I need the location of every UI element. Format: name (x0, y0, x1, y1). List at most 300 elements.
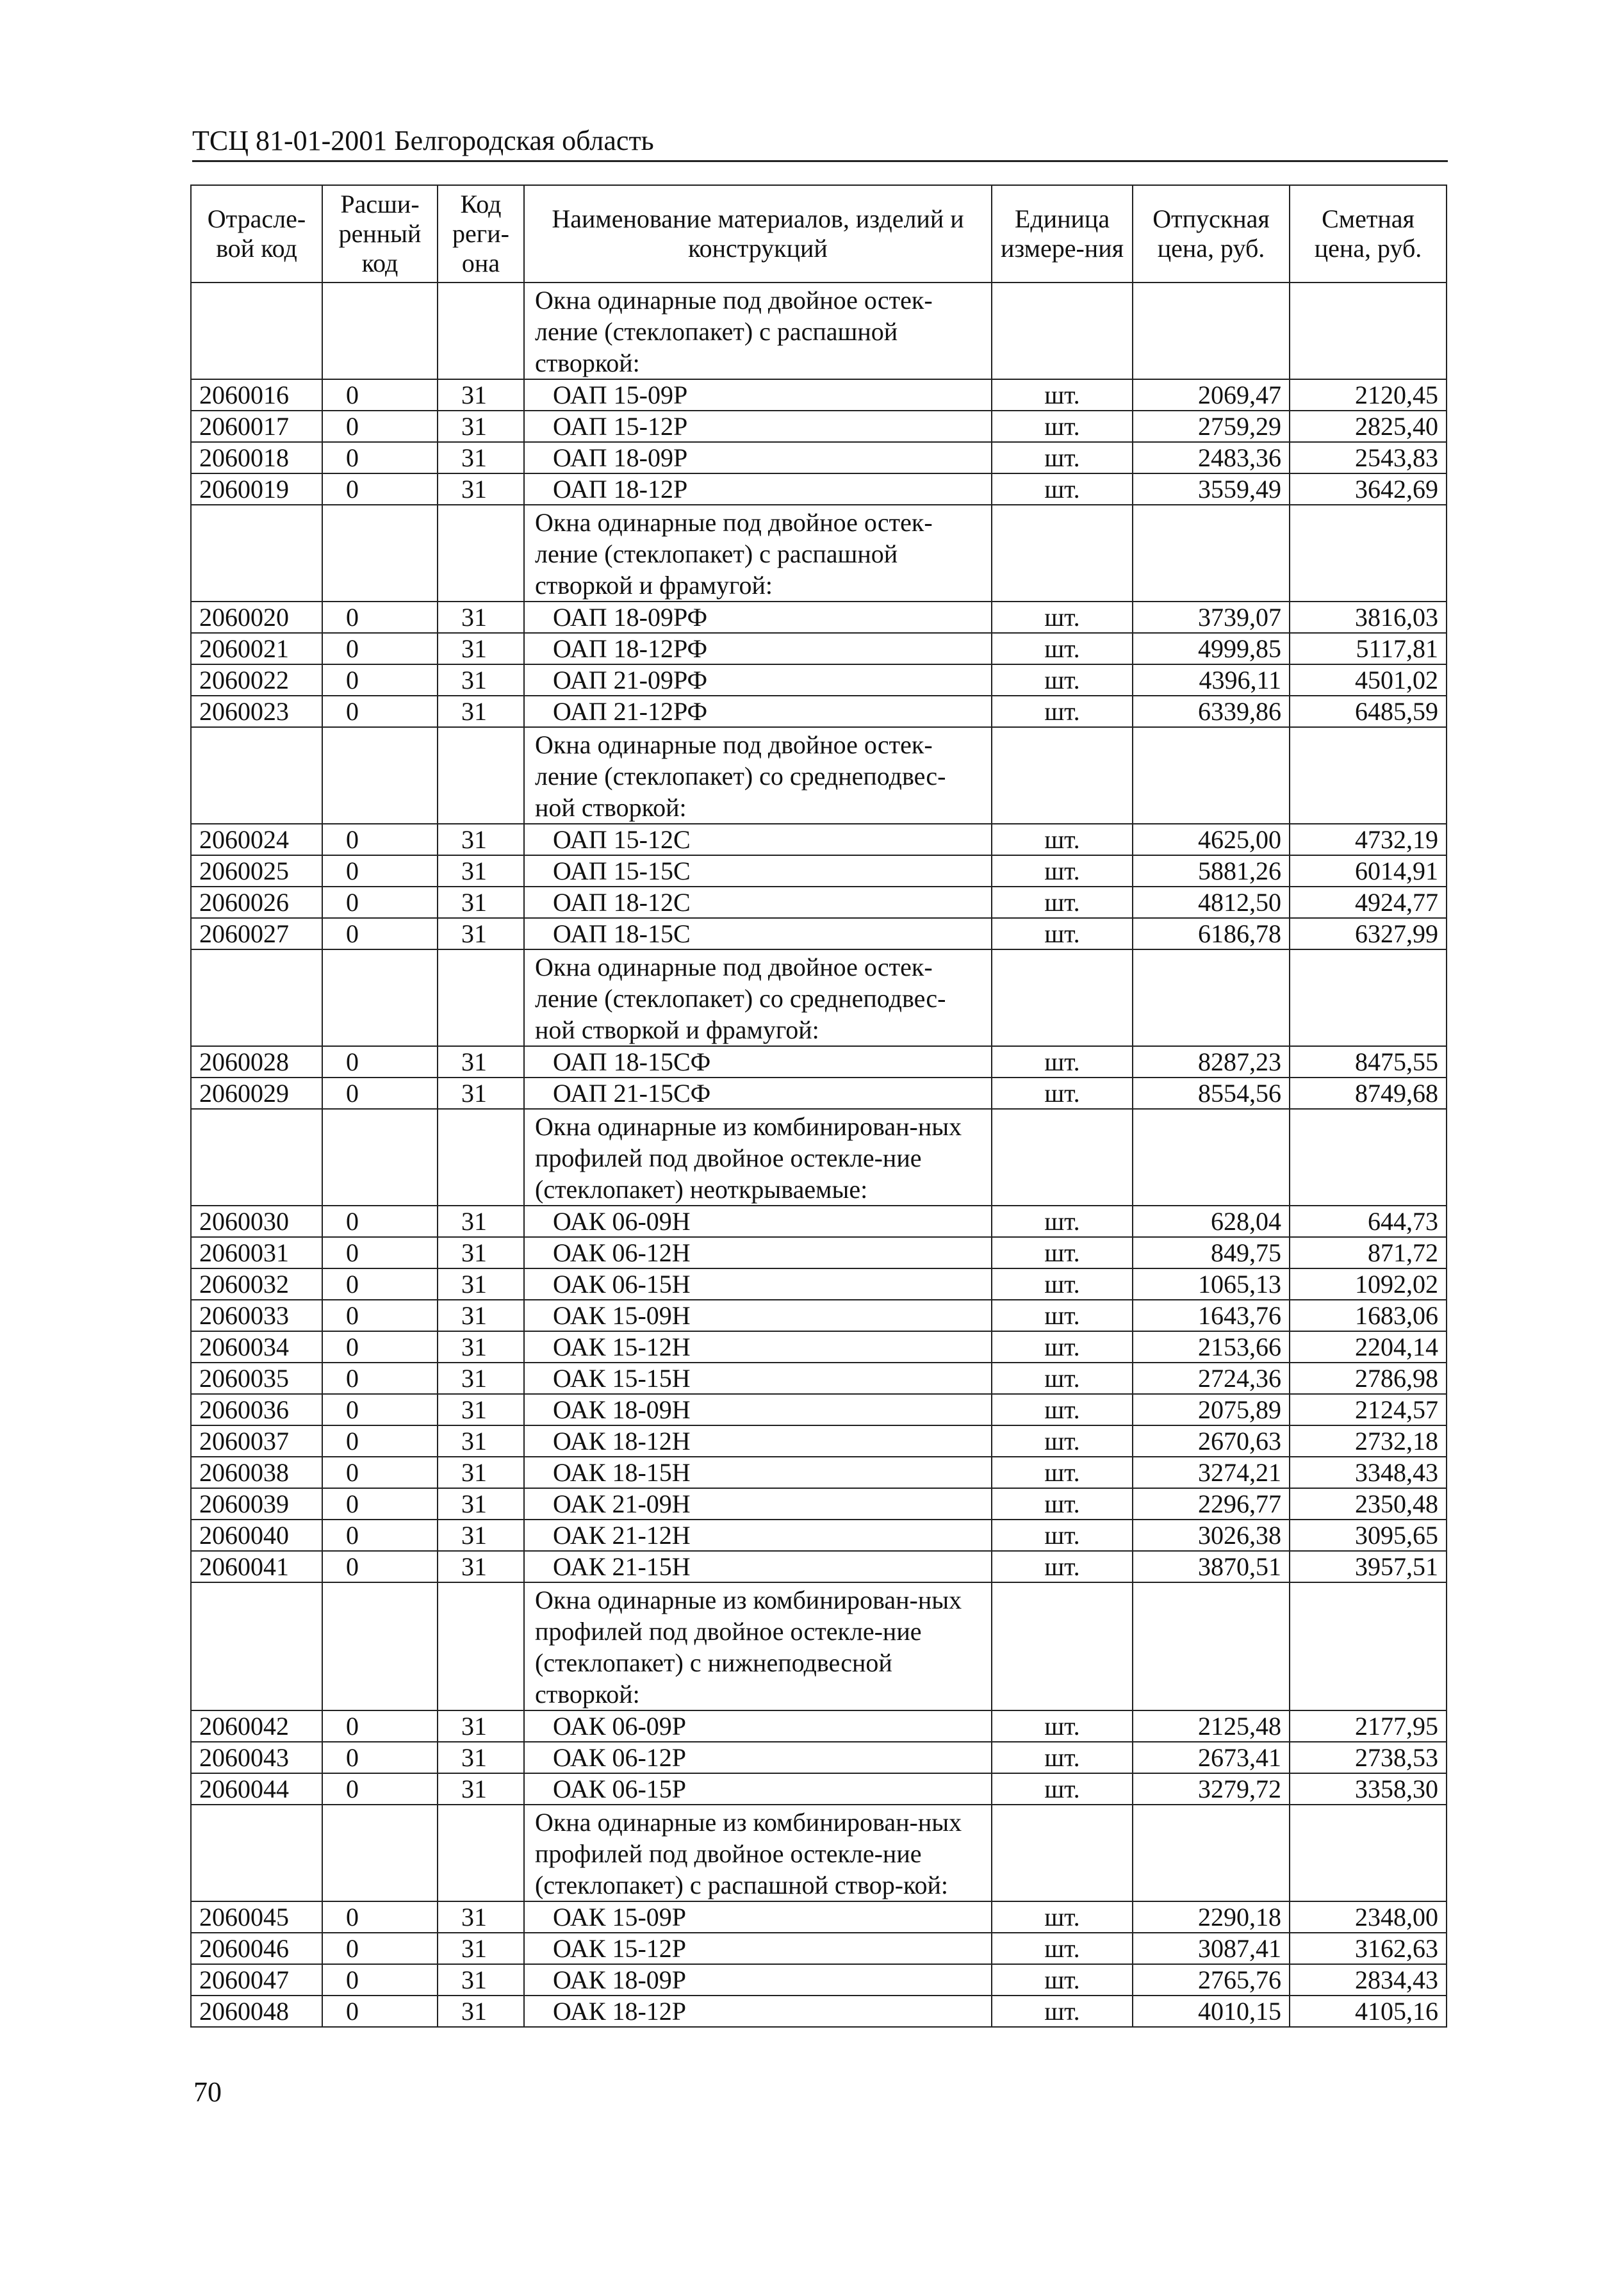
empty-cell (992, 505, 1133, 602)
unit-cell: шт. (992, 1425, 1133, 1457)
region-code-cell: 31 (438, 1996, 524, 2027)
group-heading-row (191, 1805, 1447, 1901)
estimate-price-cell: 2738,53 (1290, 1742, 1447, 1773)
unit-cell: шт. (992, 855, 1133, 887)
extended-code-cell: 0 (322, 1520, 438, 1551)
extended-code-cell: 0 (322, 1457, 438, 1488)
region-code-cell: 31 (438, 1425, 524, 1457)
material-name-cell: ОАП 18-12РФ (524, 633, 992, 664)
group-title: Окна одинарные под двойное остек-ление (стеклопакет) с распашной створкой: (524, 283, 992, 379)
release-price-cell: 849,75 (1133, 1237, 1290, 1268)
table-row (191, 1206, 1447, 1237)
table-row (191, 411, 1447, 442)
material-name-cell: ОАП 18-09Р (524, 442, 992, 473)
empty-cell (992, 283, 1133, 379)
table-row (191, 1488, 1447, 1520)
region-code-cell: 31 (438, 1457, 524, 1488)
material-name-cell: ОАК 21-12Н (524, 1520, 992, 1551)
material-name-cell: ОАК 18-12Р (524, 1996, 992, 2027)
table-row (191, 1046, 1447, 1078)
empty-cell (438, 727, 524, 824)
estimate-price-cell: 5117,81 (1290, 633, 1447, 664)
extended-code-cell: 0 (322, 696, 438, 727)
release-price-cell: 2483,36 (1133, 442, 1290, 473)
estimate-price-cell: 4105,16 (1290, 1996, 1447, 2027)
material-name-cell: ОАП 21-12РФ (524, 696, 992, 727)
region-code-cell: 31 (438, 633, 524, 664)
region-code-cell: 31 (438, 1710, 524, 1742)
table-row (191, 855, 1447, 887)
material-name-cell: ОАК 06-15Н (524, 1268, 992, 1300)
extended-code-cell: 0 (322, 1394, 438, 1425)
release-price-cell: 3087,41 (1133, 1933, 1290, 1964)
industry-code-cell: 2060016 (191, 379, 322, 411)
region-code-cell: 31 (438, 1363, 524, 1394)
unit-cell: шт. (992, 1773, 1133, 1805)
table-row (191, 1996, 1447, 2027)
table-row (191, 1425, 1447, 1457)
release-price-cell: 4999,85 (1133, 633, 1290, 664)
estimate-price-cell: 1092,02 (1290, 1268, 1447, 1300)
estimate-price-cell: 3162,63 (1290, 1933, 1447, 1964)
region-code-cell: 31 (438, 442, 524, 473)
industry-code-cell: 2060029 (191, 1078, 322, 1109)
estimate-price-cell: 1683,06 (1290, 1300, 1447, 1331)
industry-code-cell: 2060042 (191, 1710, 322, 1742)
release-price-cell: 4625,00 (1133, 824, 1290, 855)
material-name-cell: ОАК 06-09Р (524, 1710, 992, 1742)
estimate-price-cell: 3957,51 (1290, 1551, 1447, 1582)
release-price-cell: 2670,63 (1133, 1425, 1290, 1457)
region-code-cell: 31 (438, 602, 524, 633)
empty-cell (1290, 1582, 1447, 1710)
unit-cell: шт. (992, 696, 1133, 727)
material-name-cell: ОАК 18-15Н (524, 1457, 992, 1488)
release-price-cell: 1065,13 (1133, 1268, 1290, 1300)
table-row (191, 1742, 1447, 1773)
region-code-cell: 31 (438, 855, 524, 887)
material-name-cell: ОАП 18-09РФ (524, 602, 992, 633)
unit-cell: шт. (992, 1551, 1133, 1582)
industry-code-cell: 2060025 (191, 855, 322, 887)
empty-cell (322, 505, 438, 602)
empty-cell (992, 1582, 1133, 1710)
estimate-price-cell: 644,73 (1290, 1206, 1447, 1237)
empty-cell (191, 1109, 322, 1206)
estimate-price-cell: 4501,02 (1290, 664, 1447, 696)
estimate-price-cell: 2732,18 (1290, 1425, 1447, 1457)
region-code-cell: 31 (438, 411, 524, 442)
unit-cell: шт. (992, 1996, 1133, 2027)
estimate-price-cell: 2350,48 (1290, 1488, 1447, 1520)
unit-cell: шт. (992, 824, 1133, 855)
region-code-cell: 31 (438, 1901, 524, 1933)
material-name-cell: ОАК 15-15Н (524, 1363, 992, 1394)
group-heading-row (191, 1109, 1447, 1206)
estimate-price-cell: 2825,40 (1290, 411, 1447, 442)
unit-cell: шт. (992, 442, 1133, 473)
unit-cell: шт. (992, 918, 1133, 949)
region-code-cell: 31 (438, 473, 524, 505)
empty-cell (322, 727, 438, 824)
table-row (191, 1300, 1447, 1331)
region-code-cell: 31 (438, 1046, 524, 1078)
group-heading-row (191, 283, 1447, 379)
estimate-price-cell: 2786,98 (1290, 1363, 1447, 1394)
empty-cell (322, 949, 438, 1046)
group-title: Окна одинарные из комбинирован-ных профилей под двойное остекле-ние (стеклопакет) неоткрываемые: (524, 1109, 992, 1206)
empty-cell (1133, 1582, 1290, 1710)
region-code-cell: 31 (438, 1742, 524, 1773)
group-heading-row (191, 949, 1447, 1046)
empty-cell (1133, 1109, 1290, 1206)
release-price-cell: 2759,29 (1133, 411, 1290, 442)
unit-cell: шт. (992, 1520, 1133, 1551)
empty-cell (1290, 1805, 1447, 1901)
extended-code-cell: 0 (322, 1710, 438, 1742)
table-row (191, 1457, 1447, 1488)
region-code-cell: 31 (438, 1237, 524, 1268)
unit-cell: шт. (992, 1933, 1133, 1964)
table-row (191, 824, 1447, 855)
industry-code-cell: 2060037 (191, 1425, 322, 1457)
empty-cell (992, 949, 1133, 1046)
table-row (191, 1520, 1447, 1551)
table-row (191, 633, 1447, 664)
unit-cell: шт. (992, 1742, 1133, 1773)
unit-cell: шт. (992, 1457, 1133, 1488)
unit-cell: шт. (992, 379, 1133, 411)
extended-code-cell: 0 (322, 411, 438, 442)
material-name-cell: ОАК 06-09Н (524, 1206, 992, 1237)
industry-code-cell: 2060027 (191, 918, 322, 949)
unit-cell: шт. (992, 1268, 1133, 1300)
empty-cell (322, 1582, 438, 1710)
estimate-price-cell: 2120,45 (1290, 379, 1447, 411)
region-code-cell: 31 (438, 1488, 524, 1520)
material-name-cell: ОАК 18-09Р (524, 1964, 992, 1996)
unit-cell: шт. (992, 1363, 1133, 1394)
estimate-price-cell: 6327,99 (1290, 918, 1447, 949)
column-header-release-price: Отпускная цена, руб. (1133, 185, 1290, 283)
region-code-cell: 31 (438, 1268, 524, 1300)
material-name-cell: ОАП 15-09Р (524, 379, 992, 411)
release-price-cell: 3559,49 (1133, 473, 1290, 505)
empty-cell (191, 1805, 322, 1901)
industry-code-cell: 2060046 (191, 1933, 322, 1964)
region-code-cell: 31 (438, 918, 524, 949)
industry-code-cell: 2060044 (191, 1773, 322, 1805)
industry-code-cell: 2060048 (191, 1996, 322, 2027)
group-title: Окна одинарные из комбинирован-ных профилей под двойное остекле-ние (стеклопакет) с распашной створ-кой: (524, 1805, 992, 1901)
estimate-price-cell: 4732,19 (1290, 824, 1447, 855)
region-code-cell: 31 (438, 379, 524, 411)
empty-cell (1133, 727, 1290, 824)
industry-code-cell: 2060033 (191, 1300, 322, 1331)
estimate-price-cell: 2543,83 (1290, 442, 1447, 473)
group-title: Окна одинарные под двойное остек-ление (стеклопакет) с распашной створкой и фрамугой: (524, 505, 992, 602)
empty-cell (1133, 283, 1290, 379)
table-row (191, 887, 1447, 918)
column-header-unit: Единица измере-ния (992, 185, 1133, 283)
estimate-price-cell: 6014,91 (1290, 855, 1447, 887)
estimate-price-cell: 3095,65 (1290, 1520, 1447, 1551)
empty-cell (438, 505, 524, 602)
empty-cell (438, 283, 524, 379)
extended-code-cell: 0 (322, 1933, 438, 1964)
extended-code-cell: 0 (322, 1551, 438, 1582)
empty-cell (191, 949, 322, 1046)
region-code-cell: 31 (438, 1773, 524, 1805)
material-name-cell: ОАК 21-15Н (524, 1551, 992, 1582)
estimate-price-cell: 2834,43 (1290, 1964, 1447, 1996)
material-name-cell: ОАК 18-09Н (524, 1394, 992, 1425)
release-price-cell: 8287,23 (1133, 1046, 1290, 1078)
release-price-cell: 628,04 (1133, 1206, 1290, 1237)
material-name-cell: ОАП 21-09РФ (524, 664, 992, 696)
region-code-cell: 31 (438, 1520, 524, 1551)
unit-cell: шт. (992, 887, 1133, 918)
table-row (191, 473, 1447, 505)
material-name-cell: ОАП 15-15С (524, 855, 992, 887)
extended-code-cell: 0 (322, 824, 438, 855)
extended-code-cell: 0 (322, 1237, 438, 1268)
estimate-price-cell: 2124,57 (1290, 1394, 1447, 1425)
material-name-cell: ОАП 15-12С (524, 824, 992, 855)
empty-cell (438, 1109, 524, 1206)
extended-code-cell: 0 (322, 1206, 438, 1237)
empty-cell (191, 727, 322, 824)
extended-code-cell: 0 (322, 1046, 438, 1078)
release-price-cell: 2290,18 (1133, 1901, 1290, 1933)
table-row (191, 1551, 1447, 1582)
table-row (191, 1078, 1447, 1109)
industry-code-cell: 2060035 (191, 1363, 322, 1394)
release-price-cell: 2765,76 (1133, 1964, 1290, 1996)
extended-code-cell: 0 (322, 1331, 438, 1363)
industry-code-cell: 2060020 (191, 602, 322, 633)
release-price-cell: 5881,26 (1133, 855, 1290, 887)
industry-code-cell: 2060039 (191, 1488, 322, 1520)
empty-cell (438, 1582, 524, 1710)
estimate-price-cell: 871,72 (1290, 1237, 1447, 1268)
region-code-cell: 31 (438, 1206, 524, 1237)
table-row (191, 1363, 1447, 1394)
extended-code-cell: 0 (322, 855, 438, 887)
empty-cell (1290, 949, 1447, 1046)
table-row (191, 1268, 1447, 1300)
industry-code-cell: 2060047 (191, 1964, 322, 1996)
region-code-cell: 31 (438, 887, 524, 918)
table-row (191, 1773, 1447, 1805)
empty-cell (322, 1805, 438, 1901)
unit-cell: шт. (992, 602, 1133, 633)
empty-cell (438, 1805, 524, 1901)
page-number: 70 (193, 2076, 222, 2108)
industry-code-cell: 2060038 (191, 1457, 322, 1488)
estimate-price-cell: 8475,55 (1290, 1046, 1447, 1078)
group-title: Окна одинарные под двойное остек-ление (стеклопакет) со среднеподвес-ной створкой и фрамугой: (524, 949, 992, 1046)
extended-code-cell: 0 (322, 442, 438, 473)
industry-code-cell: 2060023 (191, 696, 322, 727)
empty-cell (1290, 727, 1447, 824)
table-row (191, 1394, 1447, 1425)
industry-code-cell: 2060043 (191, 1742, 322, 1773)
unit-cell: шт. (992, 1046, 1133, 1078)
extended-code-cell: 0 (322, 1363, 438, 1394)
table-row (191, 1964, 1447, 1996)
estimate-price-cell: 3348,43 (1290, 1457, 1447, 1488)
estimate-price-cell: 2204,14 (1290, 1331, 1447, 1363)
unit-cell: шт. (992, 1394, 1133, 1425)
table-row (191, 1901, 1447, 1933)
empty-cell (191, 1582, 322, 1710)
extended-code-cell: 0 (322, 1425, 438, 1457)
extended-code-cell: 0 (322, 602, 438, 633)
material-name-cell: ОАК 06-15Р (524, 1773, 992, 1805)
release-price-cell: 3870,51 (1133, 1551, 1290, 1582)
empty-cell (1290, 1109, 1447, 1206)
industry-code-cell: 2060019 (191, 473, 322, 505)
extended-code-cell: 0 (322, 1268, 438, 1300)
estimate-price-cell: 8749,68 (1290, 1078, 1447, 1109)
region-code-cell: 31 (438, 1331, 524, 1363)
group-heading-row (191, 727, 1447, 824)
empty-cell (1290, 505, 1447, 602)
material-name-cell: ОАК 15-09Н (524, 1300, 992, 1331)
industry-code-cell: 2060021 (191, 633, 322, 664)
unit-cell: шт. (992, 1206, 1133, 1237)
industry-code-cell: 2060026 (191, 887, 322, 918)
material-name-cell: ОАК 06-12Р (524, 1742, 992, 1773)
extended-code-cell: 0 (322, 1742, 438, 1773)
empty-cell (992, 727, 1133, 824)
extended-code-cell: 0 (322, 473, 438, 505)
industry-code-cell: 2060032 (191, 1268, 322, 1300)
release-price-cell: 2724,36 (1133, 1363, 1290, 1394)
unit-cell: шт. (992, 411, 1133, 442)
table-row (191, 1237, 1447, 1268)
industry-code-cell: 2060031 (191, 1237, 322, 1268)
release-price-cell: 2075,89 (1133, 1394, 1290, 1425)
release-price-cell: 2153,66 (1133, 1331, 1290, 1363)
material-name-cell: ОАК 21-09Н (524, 1488, 992, 1520)
material-name-cell: ОАК 18-12Н (524, 1425, 992, 1457)
extended-code-cell: 0 (322, 1300, 438, 1331)
unit-cell: шт. (992, 664, 1133, 696)
material-name-cell: ОАК 15-12Н (524, 1331, 992, 1363)
empty-cell (322, 283, 438, 379)
table-row (191, 918, 1447, 949)
extended-code-cell: 0 (322, 1964, 438, 1996)
industry-code-cell: 2060030 (191, 1206, 322, 1237)
release-price-cell: 3274,21 (1133, 1457, 1290, 1488)
column-header-industry-code: Отрасле-вой код (191, 185, 322, 283)
unit-cell: шт. (992, 1237, 1133, 1268)
industry-code-cell: 2060045 (191, 1901, 322, 1933)
region-code-cell: 31 (438, 1933, 524, 1964)
group-heading-row (191, 505, 1447, 602)
extended-code-cell: 0 (322, 1773, 438, 1805)
table-row (191, 1331, 1447, 1363)
estimate-price-cell: 3816,03 (1290, 602, 1447, 633)
industry-code-cell: 2060022 (191, 664, 322, 696)
region-code-cell: 31 (438, 696, 524, 727)
region-code-cell: 31 (438, 1078, 524, 1109)
empty-cell (191, 283, 322, 379)
extended-code-cell: 0 (322, 1996, 438, 2027)
empty-cell (992, 1805, 1133, 1901)
extended-code-cell: 0 (322, 918, 438, 949)
table-row (191, 442, 1447, 473)
release-price-cell: 1643,76 (1133, 1300, 1290, 1331)
estimate-price-cell: 3358,30 (1290, 1773, 1447, 1805)
table-row (191, 1933, 1447, 1964)
estimate-price-cell: 2348,00 (1290, 1901, 1447, 1933)
extended-code-cell: 0 (322, 1901, 438, 1933)
industry-code-cell: 2060018 (191, 442, 322, 473)
release-price-cell: 2069,47 (1133, 379, 1290, 411)
table-row (191, 664, 1447, 696)
industry-code-cell: 2060034 (191, 1331, 322, 1363)
unit-cell: шт. (992, 1488, 1133, 1520)
unit-cell: шт. (992, 633, 1133, 664)
extended-code-cell: 0 (322, 1078, 438, 1109)
empty-cell (1133, 1805, 1290, 1901)
region-code-cell: 31 (438, 1394, 524, 1425)
empty-cell (1133, 505, 1290, 602)
industry-code-cell: 2060041 (191, 1551, 322, 1582)
release-price-cell: 3739,07 (1133, 602, 1290, 633)
document-title: ТСЦ 81-01-2001 Белгородская область (192, 125, 654, 156)
estimate-price-cell: 2177,95 (1290, 1710, 1447, 1742)
price-table (190, 184, 1447, 2028)
industry-code-cell: 2060040 (191, 1520, 322, 1551)
table-row (191, 602, 1447, 633)
unit-cell: шт. (992, 1300, 1133, 1331)
unit-cell: шт. (992, 1078, 1133, 1109)
material-name-cell: ОАК 15-12Р (524, 1933, 992, 1964)
material-name-cell: ОАП 21-15СФ (524, 1078, 992, 1109)
column-header-material-name: Наименование материалов, изделий и конструкций (524, 185, 992, 283)
material-name-cell: ОАП 18-15С (524, 918, 992, 949)
extended-code-cell: 0 (322, 379, 438, 411)
estimate-price-cell: 4924,77 (1290, 887, 1447, 918)
estimate-price-cell: 3642,69 (1290, 473, 1447, 505)
extended-code-cell: 0 (322, 1488, 438, 1520)
group-title: Окна одинарные под двойное остек-ление (стеклопакет) со среднеподвес-ной створкой: (524, 727, 992, 824)
group-title: Окна одинарные из комбинирован-ных профилей под двойное остекле-ние (стеклопакет) с нижнеподвесной створкой: (524, 1582, 992, 1710)
release-price-cell: 6186,78 (1133, 918, 1290, 949)
release-price-cell: 4010,15 (1133, 1996, 1290, 2027)
unit-cell: шт. (992, 1710, 1133, 1742)
unit-cell: шт. (992, 1901, 1133, 1933)
release-price-cell: 8554,56 (1133, 1078, 1290, 1109)
industry-code-cell: 2060024 (191, 824, 322, 855)
material-name-cell: ОАК 15-09Р (524, 1901, 992, 1933)
column-header-estimate-price: Сметная цена, руб. (1290, 185, 1447, 283)
empty-cell (438, 949, 524, 1046)
region-code-cell: 31 (438, 1300, 524, 1331)
column-header-region-code: Код реги-она (438, 185, 524, 283)
column-header-extended-code: Расши-ренный код (322, 185, 438, 283)
release-price-cell: 4812,50 (1133, 887, 1290, 918)
empty-cell (1133, 949, 1290, 1046)
release-price-cell: 6339,86 (1133, 696, 1290, 727)
empty-cell (322, 1109, 438, 1206)
release-price-cell: 4396,11 (1133, 664, 1290, 696)
material-name-cell: ОАП 18-12С (524, 887, 992, 918)
